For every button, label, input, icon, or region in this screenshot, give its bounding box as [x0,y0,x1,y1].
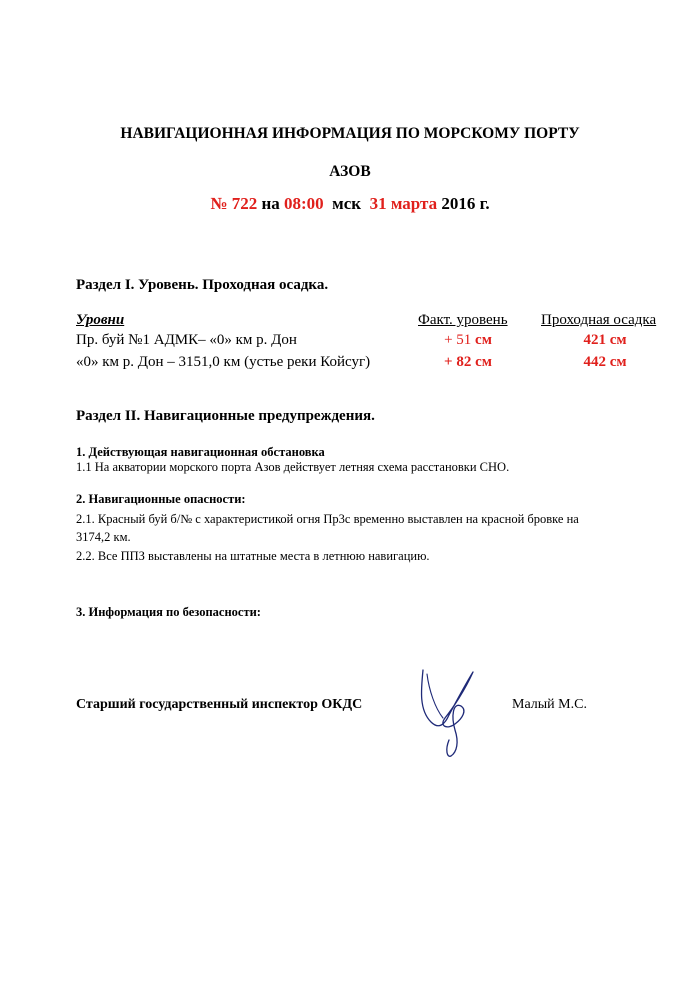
section2-title: Раздел II. Навигационные предупреждения. [76,408,375,424]
table-row-2-draft: 442 см [583,354,627,370]
subsection1-item: 1.1 На акватории морского порта Азов действует летняя схема расстановки СНО. [76,460,510,474]
table-row-2-level [418,354,518,371]
number-sign: № [210,194,228,213]
table-row-1-level-unit: см [475,332,492,348]
at-label: на [261,194,280,213]
table-row-1-name: Пр. буй №1 АДМК– «0» км р. Дон [76,332,297,348]
column-header-fact-level: Факт. уровень [418,312,508,328]
report-number-line [0,194,700,214]
table-row-1-level [418,332,518,349]
table-row-2-level-value: + 82 [444,354,472,370]
subsection2-title: 2. Навигационные опасности: [76,492,246,506]
document-title: НАВИГАЦИОННАЯ ИНФОРМАЦИЯ ПО МОРСКОМУ ПОРТУ [120,125,580,142]
table-row-1-draft: 421 см [583,332,627,348]
column-header-levels: Уровни [76,312,125,328]
port-name: АЗОВ [329,163,371,180]
subsection2-item1-line2: 3174,2 км. [76,530,131,544]
table-row-2-name: «0» км р. Дон – 3151,0 км (устье реки Койсуг) [76,354,371,370]
table-row-1-level-value: + 51 [444,332,472,348]
report-time: 08:00 [283,194,324,213]
timezone-label: мск [332,194,362,213]
signer-name: Малый М.С. [512,697,587,712]
subsection1-title: 1. Действующая навигационная обстановка [76,445,325,459]
report-date: 31 марта [369,194,438,213]
signer-role: Старший государственный инспектор ОКДС [76,697,363,712]
report-number: 722 [231,194,258,213]
column-header-draft: Проходная осадка [541,312,657,328]
handwritten-signature [405,660,495,760]
subsection2-item2: 2.2. Все ППЗ выставлены на штатные места в летнюю навигацию. [76,549,430,563]
section1-title: Раздел I. Уровень. Проходная осадка. [76,277,329,293]
subsection3-title: 3. Информация по безопасности: [76,605,261,619]
report-year: 2016 г. [441,194,490,213]
subsection2-item1-line1: 2.1. Красный буй б/№ с характеристикой огня Пр3с временно выставлен на красной бровке на [76,512,579,526]
table-row-2-level-unit: см [475,354,492,370]
